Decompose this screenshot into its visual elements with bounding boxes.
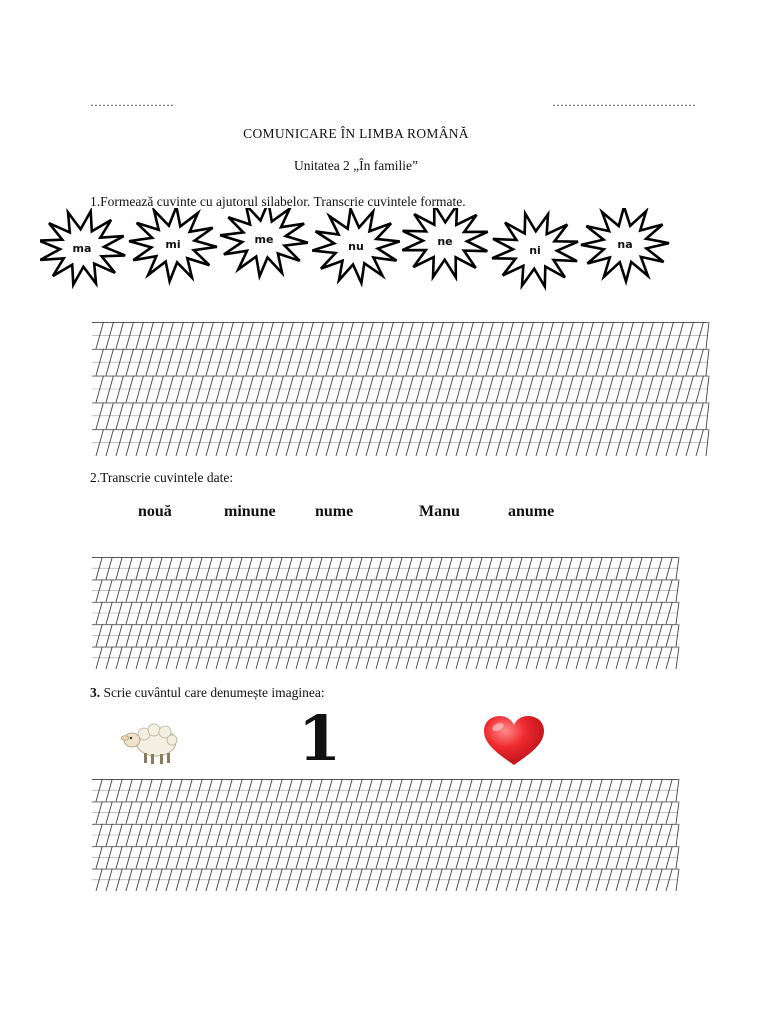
- name-line: …………………: [90, 95, 174, 109]
- syllable-star: [129, 208, 217, 281]
- page-title: COMUNICARE ÎN LIMBA ROMÂNĂ: [243, 126, 469, 141]
- syllable-label: ne: [437, 235, 453, 248]
- syllable-star: [581, 208, 669, 281]
- word-item: nouă: [138, 503, 172, 520]
- writing-grid-2: [90, 557, 680, 669]
- writing-grid-1: [90, 322, 710, 456]
- number-one-icon: 1: [298, 702, 342, 775]
- syllable-label: ni: [529, 244, 541, 257]
- word-item: anume: [508, 503, 555, 520]
- heart-icon: [482, 715, 546, 767]
- word-list: [0, 500, 768, 526]
- exercise-3-text: Scrie cuvântul care denumește imaginea:: [100, 685, 325, 700]
- syllable-label: mi: [165, 238, 181, 251]
- syllable-star: [402, 208, 487, 277]
- exercise-3-instruction: [90, 685, 325, 701]
- exercise-1-instruction: 1.Formează cuvinte cu ajutorul silabelor. Transcrie cuvintele formate.: [90, 194, 466, 209]
- exercise-2-instruction: 2.Transcrie cuvintele date:: [90, 470, 234, 485]
- syllable-label: na: [617, 238, 633, 251]
- word-item: minune: [224, 503, 276, 520]
- syllable-star: [40, 211, 125, 284]
- syllable-star: [220, 208, 308, 276]
- exercise-3-number: 3.: [90, 685, 101, 700]
- syllable-label: nu: [348, 240, 364, 253]
- sheep-icon: [120, 720, 180, 768]
- syllable-star: [492, 214, 578, 287]
- syllable-stars: [40, 208, 690, 303]
- word-item: Manu: [419, 503, 460, 520]
- word-item: nume: [315, 503, 354, 520]
- syllable-label: ma: [72, 242, 92, 255]
- syllable-star: [312, 209, 399, 283]
- syllable-label: me: [254, 233, 274, 246]
- unit-subtitle: Unitatea 2 „În familie”: [293, 158, 419, 173]
- date-line: ………………………………: [552, 95, 696, 109]
- writing-grid-3: [90, 779, 680, 891]
